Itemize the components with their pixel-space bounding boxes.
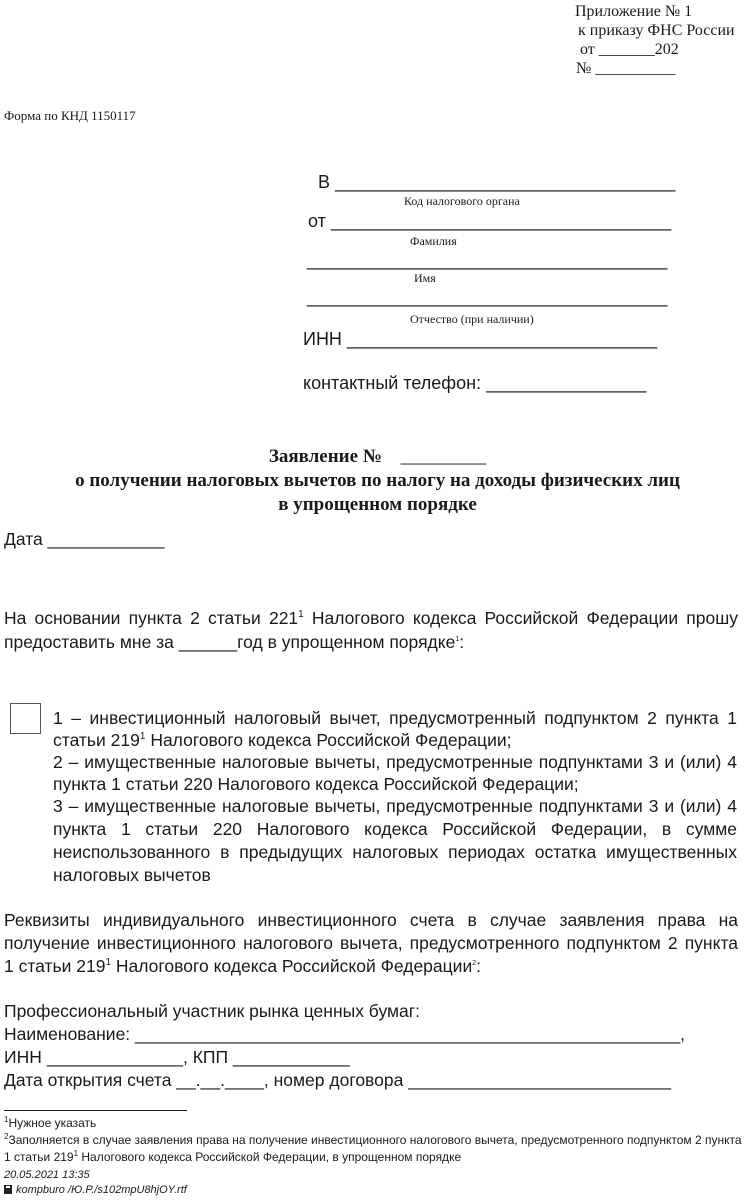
footnote-ref: 2: [472, 960, 477, 968]
date-field[interactable]: Дата ____________: [4, 529, 165, 549]
footnote-marker: 1: [4, 1115, 9, 1124]
footnote-ref: 1: [139, 731, 146, 743]
footnote-2-text-b: Налогового кодекса Российской Федерации, в упрощенном порядке: [78, 1150, 462, 1164]
option-3-line-4: налоговых вычетов: [53, 865, 211, 885]
application-subtitle: о получении налоговых вычетов по налогу на доходы физических лиц: [75, 470, 680, 491]
intro-text-2b: :: [459, 632, 465, 652]
surname-field[interactable]: от __________________________________: [308, 211, 672, 231]
appendix-line-4: № __________: [576, 60, 676, 77]
application-title-prefix: Заявление №: [268, 446, 382, 467]
intro-line-1: [4, 607, 738, 629]
footnote-2-text: Заполняется в случае заявления права на получение инвестиционного налогового вычета, предусмотренного подпунктом 2 пункта: [8, 1133, 742, 1147]
footnote-1-text: Нужное указать: [8, 1116, 97, 1130]
application-subtitle-2: в упрощенном порядке: [278, 494, 477, 515]
footnote-marker: 2: [4, 1132, 9, 1141]
appendix-line-2: к приказу ФНС России: [578, 22, 735, 39]
inn-field[interactable]: ИНН _______________________________: [303, 329, 658, 349]
option-3-line-3: неиспользованного в предыдущих налоговых периодах остатка имущественных: [53, 842, 737, 862]
appendix-line-3: от _______202: [580, 41, 679, 58]
option-3-line-2: пункта 1 статьи 220 Налогового кодекса Российской Федерации, в сумме: [53, 819, 737, 839]
form-code: Форма по КНД 1150117: [4, 108, 136, 123]
participant-heading: Профессиональный участник рынка ценных бумаг:: [4, 1001, 421, 1021]
footnote-divider: [4, 1110, 187, 1111]
option-2-line-1: 2 – имущественные налоговые вычеты, предусмотренные подпунктами 3 и (или) 4: [53, 752, 737, 772]
iis-line-2: получение инвестиционного налогового вычета, предусмотренного подпунктом 2 пункта: [4, 933, 738, 953]
intro-line-2: [4, 631, 464, 653]
intro-text-1a: На основании пункта 2 статьи 221: [4, 608, 299, 628]
footnote-ref: 1: [298, 609, 304, 621]
application-title: [0, 446, 755, 468]
option-1-line-2: [53, 729, 511, 751]
iis-text-a: 1 статьи 219: [4, 956, 106, 976]
footnote-2-text-a: 1 статьи 219: [4, 1150, 74, 1164]
patronymic-field[interactable]: ____________________________________: [307, 287, 668, 307]
patronymic-caption: Отчество (при наличии): [410, 312, 534, 326]
first-name-field[interactable]: ____________________________________: [307, 250, 668, 270]
year-field[interactable]: предоставить мне за ______год в упрощенном порядке: [4, 632, 456, 652]
intro-text-1b: Налогового кодекса Российской Федерации прошу: [303, 608, 738, 628]
tax-authority-caption: Код налогового органа: [404, 194, 520, 208]
option-1-line-1: 1 – инвестиционный налоговый вычет, предусмотренный подпунктом 2 пункта 1: [53, 708, 737, 728]
iis-text-c: :: [476, 956, 481, 976]
option-1-text-b: Налогового кодекса Российской Федерации;: [145, 730, 512, 750]
footnote-ref: 1: [105, 957, 112, 969]
footnote-ref: 1: [455, 636, 460, 644]
option-3-line-1: 3 – имущественные налоговые вычеты, предусмотренные подпунктами 3 и (или) 4: [53, 796, 737, 816]
footnote-2-line-2: [4, 1150, 461, 1164]
participant-name-field[interactable]: Наименование: ________________________________________________________,: [4, 1024, 685, 1044]
file-path-text: kompburo /Ю.P./s102mpU8hjOY.rtf: [16, 1184, 187, 1196]
footnote-2-line-1: [4, 1133, 742, 1147]
account-details-field[interactable]: Дата открытия счета __.__.____, номер договора ___________________________: [4, 1070, 671, 1090]
option-2-line-2: пункта 1 статьи 220 Налогового кодекса Российской Федерации;: [53, 774, 579, 794]
iis-line-1: Реквизиты индивидуального инвестиционного счета в случае заявления права на: [4, 910, 738, 930]
footnote-ref: 1: [73, 1149, 79, 1158]
floppy-disk-icon: [4, 1185, 12, 1194]
application-number-field[interactable]: _________: [400, 446, 487, 467]
document-file-path: [4, 1184, 187, 1196]
appendix-line-1: Приложение № 1: [575, 3, 693, 20]
phone-field[interactable]: контактный телефон: ________________: [303, 373, 647, 393]
iis-text-b: Налогового кодекса Российской Федерации: [111, 956, 473, 976]
iis-line-3: [4, 955, 481, 977]
document-timestamp: 20.05.2021 13:35: [4, 1169, 90, 1181]
surname-caption: Фамилия: [410, 234, 457, 248]
tax-authority-field[interactable]: В __________________________________: [318, 172, 676, 192]
deduction-type-checkbox[interactable]: [10, 703, 41, 734]
participant-inn-kpp-field[interactable]: ИНН ______________, КПП ____________: [4, 1047, 350, 1067]
footnote-1: [4, 1116, 96, 1130]
option-1-text-a: статьи 219: [53, 730, 140, 750]
first-name-caption: Имя: [414, 271, 436, 285]
